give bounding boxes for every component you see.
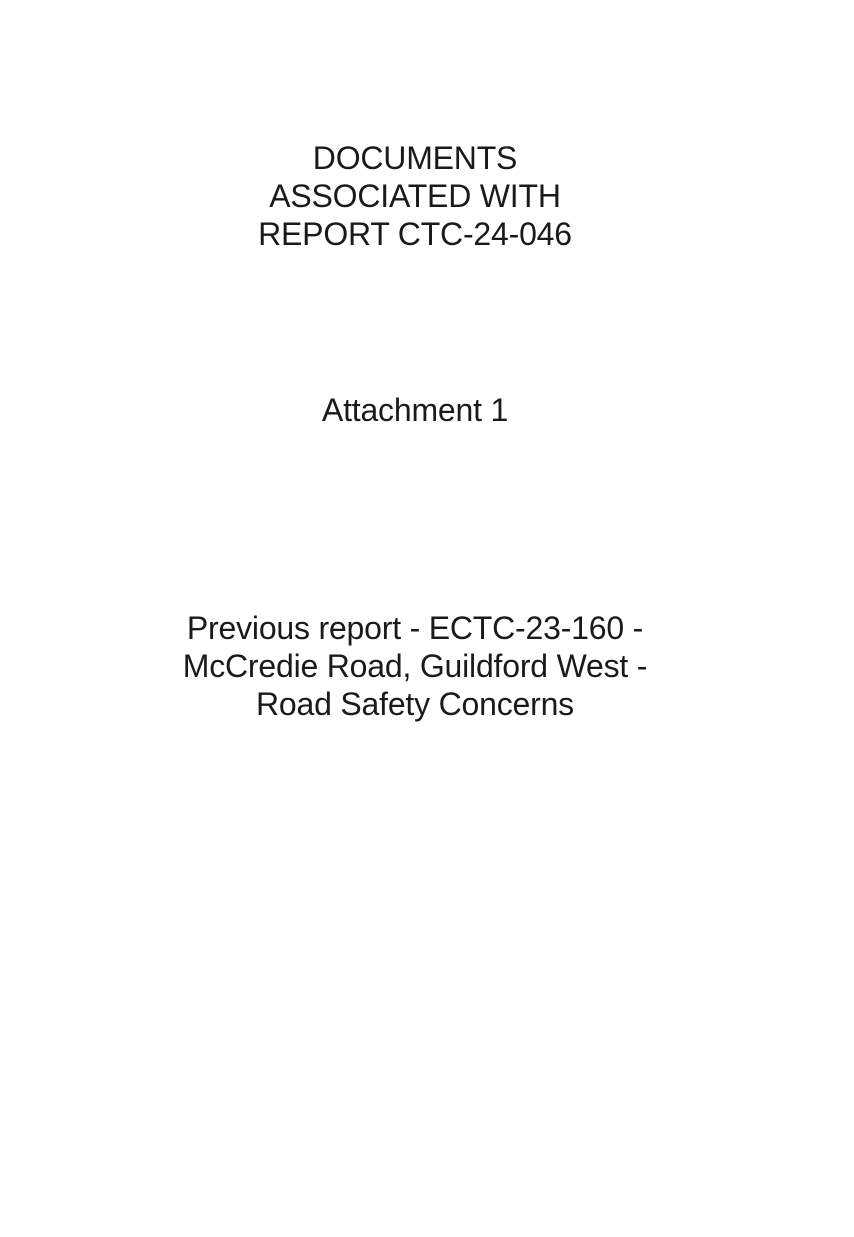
attachment-description xyxy=(0,609,830,723)
heading-line: DOCUMENTS xyxy=(312,140,518,176)
heading-line: REPORT CTC-24-046 xyxy=(258,216,572,252)
attachment-label xyxy=(0,391,830,429)
description-line: Previous report - ECTC-23-160 - xyxy=(186,610,644,646)
document-heading xyxy=(0,139,830,253)
heading-line: ASSOCIATED WITH xyxy=(269,178,561,214)
description-line: McCredie Road, Guildford West - xyxy=(182,648,648,684)
attachment-label-text: Attachment 1 xyxy=(321,392,509,428)
description-line: Road Safety Concerns xyxy=(256,686,574,722)
